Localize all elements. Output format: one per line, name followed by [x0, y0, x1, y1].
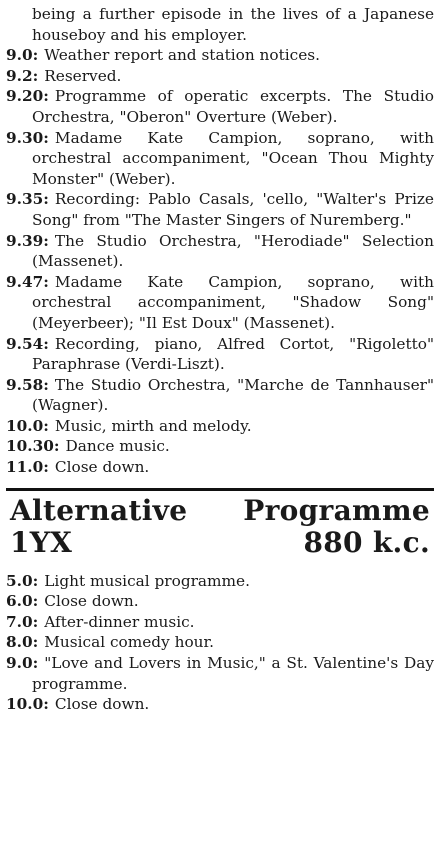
programme-entry — [6, 86, 434, 127]
entry-text: Madame Kate Campion, soprano, with orchestral accompaniment, "Shadow Song" (Meyerbeer); "Il Est Doux" (Massenet). — [32, 272, 434, 332]
entry-time: 10.0: — [6, 416, 49, 435]
main-programme-list — [6, 45, 434, 477]
entry-text: Music, mirth and melody. — [54, 416, 252, 435]
entry-text: "Love and Lovers in Music," a St. Valentine's Day programme. — [32, 654, 434, 693]
programme-entry — [6, 591, 434, 612]
programme-entry — [6, 231, 434, 272]
entry-time: 9.0: — [6, 654, 39, 673]
entry-time: 9.20: — [6, 87, 49, 106]
station-frequency: 880 k.c. — [303, 525, 430, 559]
programme-entry — [6, 632, 434, 653]
entry-time: 9.58: — [6, 375, 49, 394]
programme-entry — [6, 375, 434, 416]
entry-time: 11.0: — [6, 458, 49, 477]
entry-time: 9.39: — [6, 231, 49, 250]
alternative-heading — [6, 495, 434, 527]
entry-time: 10.30: — [6, 437, 60, 456]
programme-entry — [6, 334, 434, 375]
entry-text: Madame Kate Campion, soprano, with orchestral accompaniment, "Ocean Thou Mighty Monster" (Weber). — [32, 128, 434, 188]
entry-text: After-dinner music. — [44, 612, 195, 631]
entry-text: Recording, piano, Alfred Cortot, "Rigoletto" Paraphrase (Verdi-Liszt). — [32, 334, 434, 374]
programme-entry — [6, 416, 434, 437]
entry-text: Reserved. — [44, 66, 122, 85]
entry-text: Close down. — [44, 592, 139, 611]
entry-time: 10.0: — [6, 695, 49, 714]
programme-entry — [6, 272, 434, 334]
entry-text: Close down. — [54, 458, 150, 477]
entry-text: Light musical programme. — [44, 571, 250, 590]
section-divider — [6, 488, 434, 491]
entry-text: Recording: Pablo Casals, 'cello, "Walter's Prize Song" from "The Master Singers of Nuremberg." — [32, 190, 434, 229]
programme-entry — [6, 571, 434, 592]
entry-time: 9.0: — [6, 46, 39, 65]
programme-entry — [6, 694, 434, 715]
entry-time: 9.47: — [6, 272, 49, 291]
station-heading — [6, 527, 434, 559]
alternative-programme-list — [6, 571, 434, 715]
entry-time: 5.0: — [6, 571, 39, 590]
entry-time: 7.0: — [6, 612, 39, 631]
alternative-heading-left: Alternative — [10, 493, 188, 527]
programme-entry — [6, 653, 434, 694]
entry-text: The Studio Orchestra, "Marche de Tannhauser" (Wagner). — [32, 375, 434, 415]
entry-text: Weather report and station notices. — [44, 46, 320, 65]
intro-line: being a further episode in the lives of a Japanese houseboy and his employer. — [32, 5, 434, 44]
entry-time: 6.0: — [6, 592, 39, 611]
alternative-heading-right: Programme — [243, 493, 430, 527]
programme-entry — [6, 189, 434, 230]
entry-time: 9.54: — [6, 334, 49, 353]
entry-time: 8.0: — [6, 633, 39, 652]
entry-text: Dance music. — [65, 437, 170, 456]
entry-time: 9.2: — [6, 66, 39, 85]
programme-entry — [6, 436, 434, 457]
entry-text: The Studio Orchestra, "Herodiade" Selection (Massenet). — [32, 231, 434, 271]
programme-entry — [6, 457, 434, 478]
entry-text: Close down. — [54, 695, 150, 714]
entry-time: 9.35: — [6, 190, 49, 209]
entry-text: Programme of operatic excerpts. The Studio Orchestra, "Oberon" Overture (Weber). — [32, 87, 434, 126]
station-call-sign: 1YX — [10, 525, 73, 559]
entry-text: Musical comedy hour. — [44, 633, 215, 652]
programme-entry — [6, 612, 434, 633]
programme-entry — [6, 128, 434, 190]
programme-entry — [6, 66, 434, 87]
entry-time: 9.30: — [6, 128, 49, 147]
programme-entry — [6, 45, 434, 66]
